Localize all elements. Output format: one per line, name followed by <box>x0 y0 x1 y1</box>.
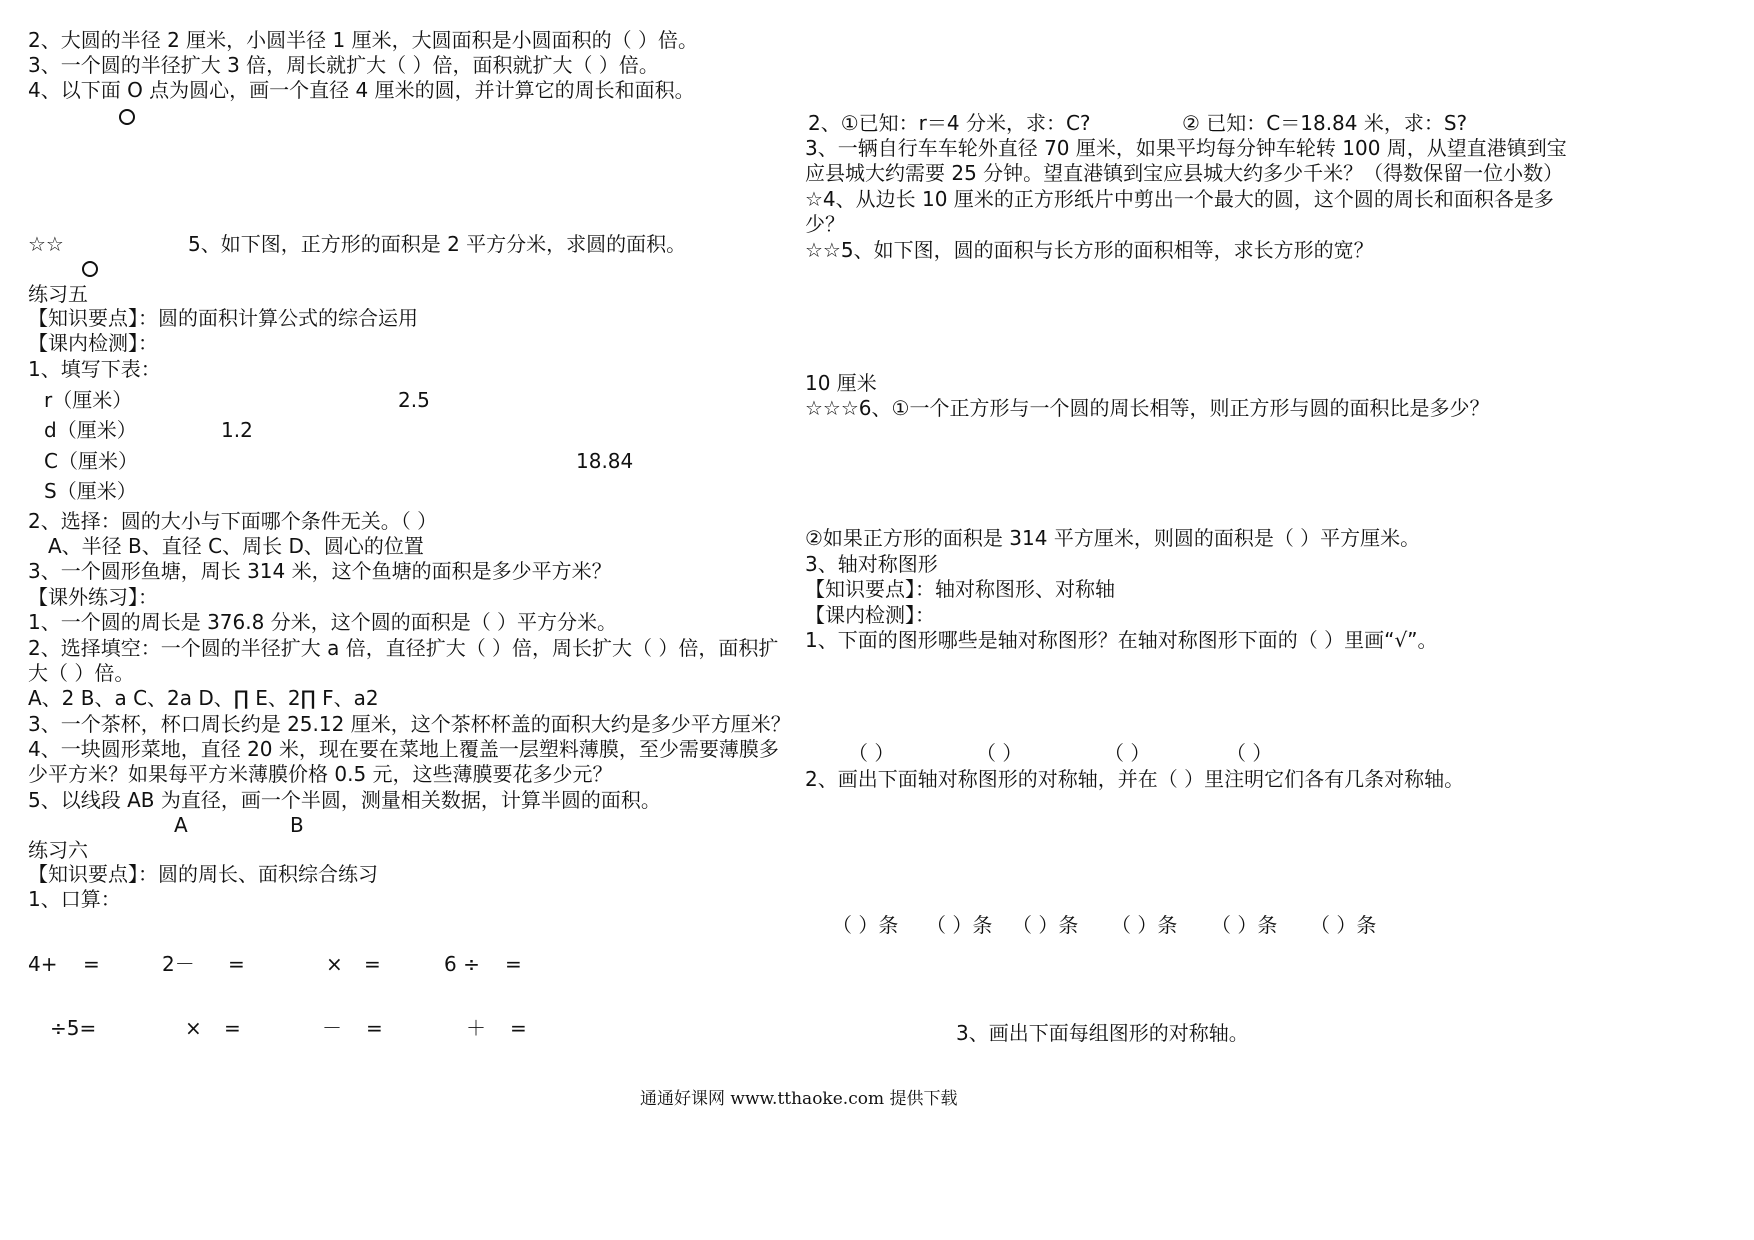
table-value-c: 18.84 <box>576 449 634 473</box>
answer-bracket: （ ） <box>1226 741 1273 765</box>
table-label-s: S（厘米） <box>44 479 137 503</box>
problem-4-continued: 少？ <box>805 212 845 236</box>
table-label-r: r（厘米） <box>44 388 133 412</box>
calc-term: × <box>326 952 343 976</box>
axis-count-blank: （ ）条 <box>926 913 993 937</box>
answer-bracket: （ ） <box>848 741 895 765</box>
calc-term: － <box>322 1016 342 1040</box>
problem-3-radius-scale: 3、一个圆的半径扩大 3 倍，周长就扩大（ ）倍，面积就扩大（ ）倍。 <box>28 53 659 77</box>
symmetry-problem-2: 2、画出下面轴对称图形的对称轴，并在（ ）里注明它们各有几条对称轴。 <box>805 767 1465 791</box>
problem-5-square-area: 5、如下图，正方形的面积是 2 平方分米，求圆的面积。 <box>188 232 687 256</box>
knowledge-points-symmetry: 【知识要点】：轴对称图形、对称轴 <box>805 577 1115 601</box>
problem-3-fish-pond: 3、一个圆形鱼塘，周长 314 米，这个鱼塘的面积是多少平方米？ <box>28 559 612 583</box>
knowledge-points-5: 【知识要点】：圆的面积计算公式的综合运用 <box>28 306 418 330</box>
section-title-exercise-5: 练习五 <box>28 282 88 306</box>
problem-6-area-ratio: ☆☆☆6、①一个正方形与一个圆的周长相等，则正方形与圆的面积比是多少？ <box>805 396 1490 420</box>
homework-2-continued: 大（ ）倍。 <box>28 661 135 685</box>
axis-count-blank: （ ）条 <box>1111 913 1178 937</box>
footer-credit: 通通好课网 www.tthaoke.com 提供下载 <box>640 1089 958 1109</box>
problem-2-given-radius: 2、①已知：r＝4 分米，求：C? <box>808 111 1091 135</box>
knowledge-points-6: 【知识要点】：圆的周长、面积综合练习 <box>28 862 378 886</box>
problem-4-square-paper: ☆4、从边长 10 厘米的正方形纸片中剪出一个最大的圆，这个圆的周长和面积各是多 <box>805 187 1554 211</box>
problem-2-given-circumference: ② 已知：C＝18.84 米，求：S? <box>1182 111 1468 135</box>
small-circle-icon <box>82 261 98 277</box>
calc-equals: = <box>224 1016 241 1040</box>
problem-2-radius-ratio: 2、大圆的半径 2 厘米，小圆半径 1 厘米，大圆面积是小圆面积的（ ）倍。 <box>28 28 698 52</box>
in-class-test-heading-symmetry: 【课内检测】： <box>805 603 935 627</box>
problem-1-fill-table: 1、填写下表： <box>28 357 161 381</box>
center-point-o-icon <box>119 109 135 125</box>
star-mark: ☆☆ <box>28 232 64 256</box>
dimension-label-10cm: 10 厘米 <box>805 371 877 395</box>
point-b-label: B <box>290 813 304 837</box>
section-title-exercise-6: 练习六 <box>28 838 88 862</box>
answer-bracket: （ ） <box>1104 741 1151 765</box>
homework-4-vegetable-field: 4、一块圆形菜地，直径 20 米，现在要在菜地上覆盖一层塑料薄膜，至少需要薄膜多 <box>28 737 779 761</box>
homework-2-choice-fill: 2、选择填空：一个圆的半径扩大 a 倍，直径扩大（ ）倍，周长扩大（ ）倍，面积扩 <box>28 636 779 660</box>
homework-4-continued: 少平方米？如果每平方米薄膜价格 0.5 元，这些薄膜要花多少元？ <box>28 762 613 786</box>
homework-5-semicircle: 5、以线段 AB 为直径，画一个半圆，测量相关数据，计算半圆的面积。 <box>28 788 661 812</box>
calc-term: 2－ <box>162 952 195 976</box>
problem-2-choice: 2、选择：圆的大小与下面哪个条件无关。（ ） <box>28 509 438 533</box>
problem-3-bicycle-wheel: 3、一辆自行车车轮外直径 70 厘米，如果平均每分钟车轮转 100 周，从望直港镇到宝 <box>805 136 1567 160</box>
homework-1-circumference: 1、一个圆的周长是 376.8 分米，这个圆的面积是（ ）平方分米。 <box>28 610 618 634</box>
table-label-c: C（厘米） <box>44 449 138 473</box>
calc-equals: = <box>505 952 522 976</box>
homework-heading: 【课外练习】： <box>28 585 158 609</box>
homework-2-options: A、2 B、a C、2a D、∏ E、2∏ F、a2 <box>28 686 379 710</box>
calc-equals: = <box>83 952 100 976</box>
table-value-d: 1.2 <box>221 418 253 442</box>
symmetry-problem-3: 3、画出下面每组图形的对称轴。 <box>956 1021 1249 1045</box>
problem-3-continued: 应县城大约需要 25 分钟。望直港镇到宝应县城大约多少千米？（得数保留一位小数） <box>805 161 1564 185</box>
in-class-test-heading: 【课内检测】： <box>28 331 158 355</box>
axis-count-blank: （ ）条 <box>1211 913 1278 937</box>
point-a-label: A <box>174 813 188 837</box>
calc-term: 4+ <box>28 952 58 976</box>
calc-equals: = <box>228 952 245 976</box>
calc-term: ÷5= <box>50 1016 97 1040</box>
calc-term: ＋ <box>466 1016 486 1040</box>
problem-1-mental-math: 1、口算： <box>28 887 121 911</box>
calc-term: × <box>185 1016 202 1040</box>
choice-options: A、半径 B、直径 C、周长 D、圆心的位置 <box>48 534 424 558</box>
table-label-d: d（厘米） <box>44 418 137 442</box>
calc-equals: = <box>366 1016 383 1040</box>
calc-equals: = <box>510 1016 527 1040</box>
problem-6-part-2: ②如果正方形的面积是 314 平方厘米，则圆的面积是（ ）平方厘米。 <box>805 526 1421 550</box>
axis-count-blank: （ ）条 <box>1310 913 1377 937</box>
axis-count-blank: （ ）条 <box>1012 913 1079 937</box>
problem-4-draw-circle: 4、以下面 O 点为圆心，画一个直径 4 厘米的圆，并计算它的周长和面积。 <box>28 78 695 102</box>
section-title-symmetry: 3、轴对称图形 <box>805 552 938 576</box>
table-value-r: 2.5 <box>398 388 430 412</box>
calc-equals: = <box>364 952 381 976</box>
problem-5-rectangle-width: ☆☆5、如下图，圆的面积与长方形的面积相等，求长方形的宽？ <box>805 238 1374 262</box>
symmetry-problem-1: 1、下面的图形哪些是轴对称图形？在轴对称图形下面的（ ）里画“√”。 <box>805 628 1438 652</box>
answer-bracket: （ ） <box>976 741 1023 765</box>
homework-3-teacup: 3、一个茶杯，杯口周长约是 25.12 厘米，这个茶杯杯盖的面积大约是多少平方厘米？ <box>28 712 791 736</box>
calc-term: 6 ÷ <box>444 952 480 976</box>
axis-count-blank: （ ）条 <box>832 913 899 937</box>
